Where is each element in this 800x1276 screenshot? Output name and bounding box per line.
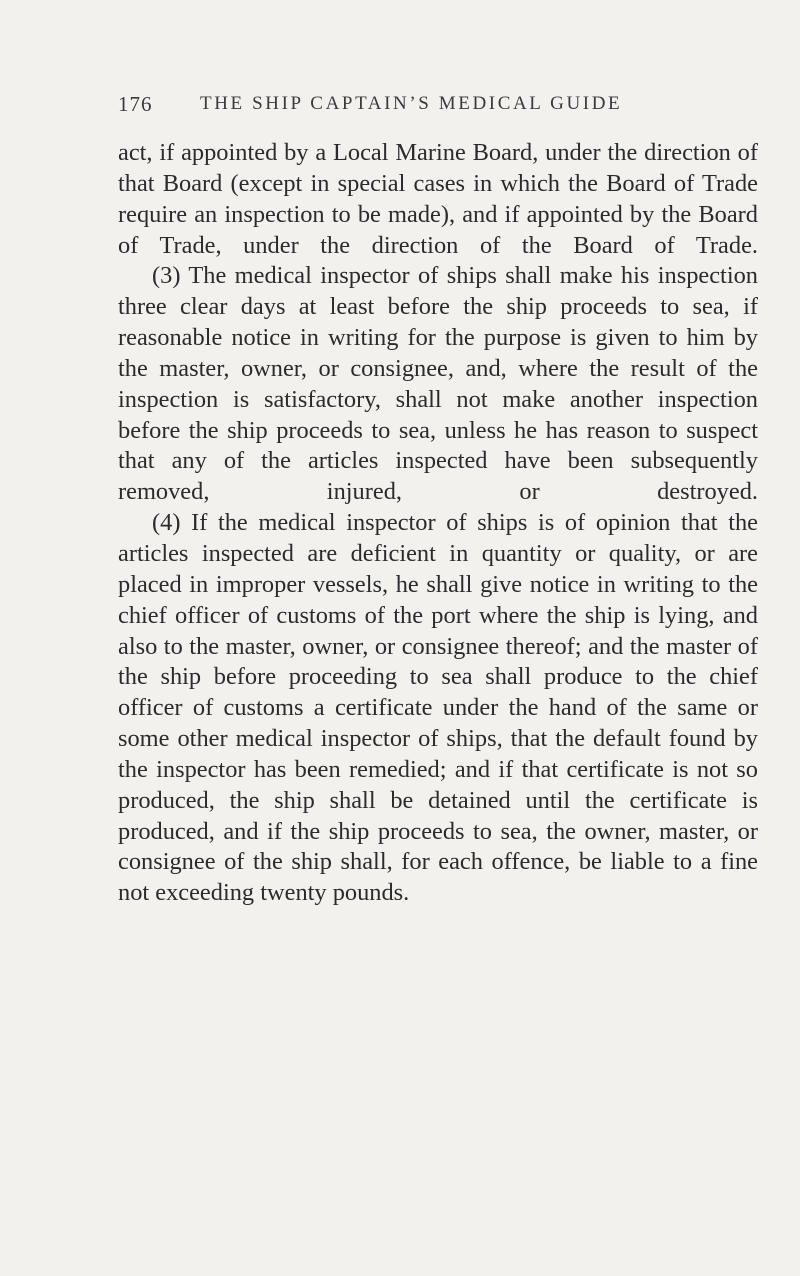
paragraph-continuation: act, if appointed by a Local Marine Board, under the direction of that Board (except in special cases in which the Board of Trade require an inspection to be made), and if appointed by the Board of Trade, under the direction of the Board of Trade.	[118, 139, 758, 259]
page-number: 176	[118, 92, 153, 116]
running-title: THE SHIP CAPTAIN’S MEDICAL GUIDE	[200, 93, 623, 114]
paragraph-4: (4) If the medical inspector of ships is of opinion that the articles inspected are deficient in quantity or quality, or are placed in improper vessels, he shall give notice in writing to the chief officer of customs of the port where the ship is lying, and also to the master, owner, or consignee thereof; and the master of the ship before proceeding to sea shall produce to the chief officer of customs a certificate under the hand of the same or some other medical inspector of ships, that the default found by the inspector has been remedied; and if that certificate is not so produced, the ship shall be detained until the certificate is produced, and if the ship proceeds to sea, the owner, master, or consignee of the ship shall, for each offence, be liable to a fine not exceeding twenty pounds.	[118, 509, 758, 907]
body-text	[118, 138, 758, 909]
paragraph-3: (3) The medical inspector of ships shall make his inspection three clear days at least before the ship proceeds to sea, if reasonable notice in writing for the purpose is given to him by the master, owner, or consignee, and, where the result of the inspection is satisfactory, shall not make another inspection before the ship proceeds to sea, unless he has reason to suspect that any of the articles inspected have been subsequently removed, injured, or destroyed.	[118, 262, 758, 506]
running-head	[118, 92, 758, 116]
